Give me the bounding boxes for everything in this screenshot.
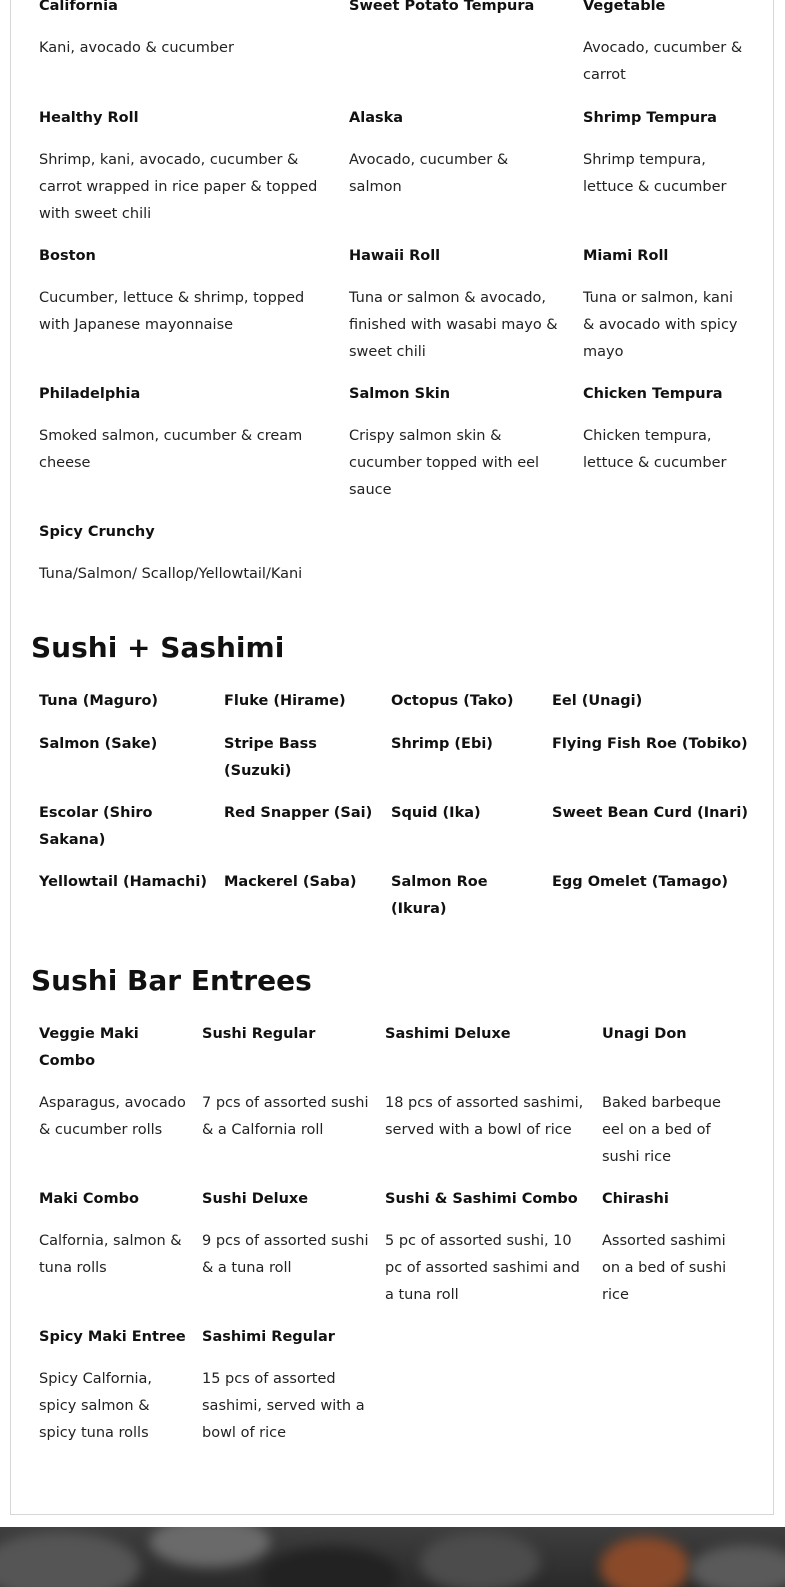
menu-item: [39, 1021, 189, 1144]
photo-blur-shape: [420, 1532, 540, 1587]
item-name: Veggie Maki Combo: [39, 1026, 139, 1069]
hero-photo-strip: [0, 1527, 785, 1587]
item-name: Spicy Maki Entree: [39, 1329, 186, 1345]
item-name: Chirashi: [602, 1191, 669, 1207]
menu-item: [583, 0, 743, 89]
item-name: Chicken Tempura: [583, 386, 723, 402]
item-name: Shrimp Tempura: [583, 110, 717, 126]
item-name: Sushi Deluxe: [202, 1191, 309, 1207]
item-description: Spicy Calfornia, spicy salmon & spicy tuna rolls: [39, 1371, 153, 1441]
menu-item: [39, 1186, 189, 1282]
item-description: Avocado, cucumber & carrot: [583, 40, 743, 83]
menu-item: Fluke (Hirame): [224, 693, 346, 709]
photo-blur-shape: [690, 1545, 785, 1587]
menu-item: Shrimp (Ebi): [391, 736, 493, 752]
item-name: Boston: [39, 248, 96, 264]
item-description: 9 pcs of assorted sushi & a tuna roll: [202, 1233, 369, 1276]
item-name: Salmon Skin: [349, 386, 451, 402]
menu-item: [39, 243, 329, 339]
section-title-sushi-bar-entrees: Sushi Bar Entrees: [31, 964, 312, 997]
item-name: Sushi & Sashimi Combo: [385, 1191, 578, 1207]
item-name: Sashimi Regular: [202, 1329, 335, 1345]
item-description: Kani, avocado & cucumber: [39, 40, 234, 56]
item-description: Chicken tempura, lettuce & cucumber: [583, 428, 727, 471]
menu-item: Tuna (Maguro): [39, 693, 159, 709]
item-description: Assorted sashimi on a bed of sushi rice: [602, 1233, 727, 1303]
menu-item: [349, 243, 574, 366]
item-description: Tuna or salmon, kani & avocado with spicy mayo: [583, 290, 738, 360]
item-description: 5 pc of assorted sushi, 10 pc of assorted sashimi and a tuna roll: [385, 1233, 580, 1303]
menu-item: [39, 519, 359, 588]
item-description: Tuna/Salmon/ Scallop/Yellowtail/Kani: [39, 566, 303, 582]
item-name: Healthy Roll: [39, 110, 139, 126]
menu-item: Mackerel (Saba): [224, 874, 357, 890]
item-name: Hawaii Roll: [349, 248, 441, 264]
menu-item: Salmon Roe (Ikura): [391, 874, 488, 917]
item-description: Baked barbeque eel on a bed of sushi rice: [602, 1095, 721, 1165]
item-name: Miami Roll: [583, 248, 669, 264]
item-description: 15 pcs of assorted sashimi, served with a bowl of rice: [202, 1371, 365, 1441]
photo-blur-shape: [150, 1527, 270, 1567]
menu-item: [39, 381, 329, 477]
item-name: Philadelphia: [39, 386, 141, 402]
item-description: Shrimp tempura, lettuce & cucumber: [583, 152, 727, 195]
menu-item: [39, 105, 329, 228]
item-description: Avocado, cucumber & salmon: [349, 152, 509, 195]
item-description: Asparagus, avocado & cucumber rolls: [39, 1095, 186, 1138]
item-name: Maki Combo: [39, 1191, 139, 1207]
menu-item: Flying Fish Roe (Tobiko): [552, 736, 748, 752]
menu-item: Yellowtail (Hamachi): [39, 874, 207, 890]
item-name: Vegetable: [583, 0, 666, 14]
menu-item: Eel (Unagi): [552, 693, 643, 709]
menu-item: Salmon (Sake): [39, 736, 158, 752]
menu-item: [202, 1186, 370, 1282]
menu-item: Sweet Bean Curd (Inari): [552, 805, 748, 821]
menu-item: Red Snapper (Sai): [224, 805, 373, 821]
photo-blur-shape: [600, 1537, 690, 1587]
menu-item: [349, 105, 564, 201]
menu-item: Egg Omelet (Tamago): [552, 874, 729, 890]
menu-item: [385, 1186, 590, 1309]
item-name: Alaska: [349, 110, 404, 126]
menu-item: Octopus (Tako): [391, 693, 514, 709]
photo-blur-shape: [0, 1532, 140, 1587]
photo-blur-shape: [260, 1547, 400, 1587]
item-name: California: [39, 0, 118, 14]
item-description: Shrimp, kani, avocado, cucumber & carrot wrapped in rice paper & topped with sweet chili: [39, 152, 318, 222]
menu-item: [39, 0, 329, 62]
item-description: Calfornia, salmon & tuna rolls: [39, 1233, 182, 1276]
item-name: Spicy Crunchy: [39, 524, 155, 540]
item-description: Crispy salmon skin & cucumber topped with eel sauce: [349, 428, 540, 498]
item-name: Sweet Potato Tempura: [349, 0, 535, 14]
menu-item: [583, 381, 743, 477]
menu-item: [583, 105, 743, 201]
menu-item: Stripe Bass (Suzuki): [224, 736, 317, 779]
item-description: Cucumber, lettuce & shrimp, topped with Japanese mayonnaise: [39, 290, 305, 333]
menu-item: [349, 381, 564, 504]
menu-item: Squid (Ika): [391, 805, 481, 821]
menu-item: [602, 1186, 742, 1309]
item-description: Tuna or salmon & avocado, finished with wasabi mayo & sweet chili: [349, 290, 558, 360]
menu-item: Escolar (Shiro Sakana): [39, 805, 153, 848]
item-description: 7 pcs of assorted sushi & a Calfornia roll: [202, 1095, 369, 1138]
menu-item: [349, 0, 564, 35]
menu-item: [602, 1021, 742, 1171]
section-title-sushi-sashimi: Sushi + Sashimi: [31, 631, 285, 664]
item-name: Sushi Regular: [202, 1026, 316, 1042]
menu-item: [39, 1324, 189, 1447]
item-description: 18 pcs of assorted sashimi, served with a bowl of rice: [385, 1095, 584, 1138]
menu-item: [202, 1021, 370, 1144]
item-description: Smoked salmon, cucumber & cream cheese: [39, 428, 303, 471]
item-name: Unagi Don: [602, 1026, 687, 1042]
menu-item: [202, 1324, 370, 1447]
menu-item: [385, 1021, 590, 1144]
item-name: Sashimi Deluxe: [385, 1026, 511, 1042]
menu-item: [583, 243, 743, 366]
